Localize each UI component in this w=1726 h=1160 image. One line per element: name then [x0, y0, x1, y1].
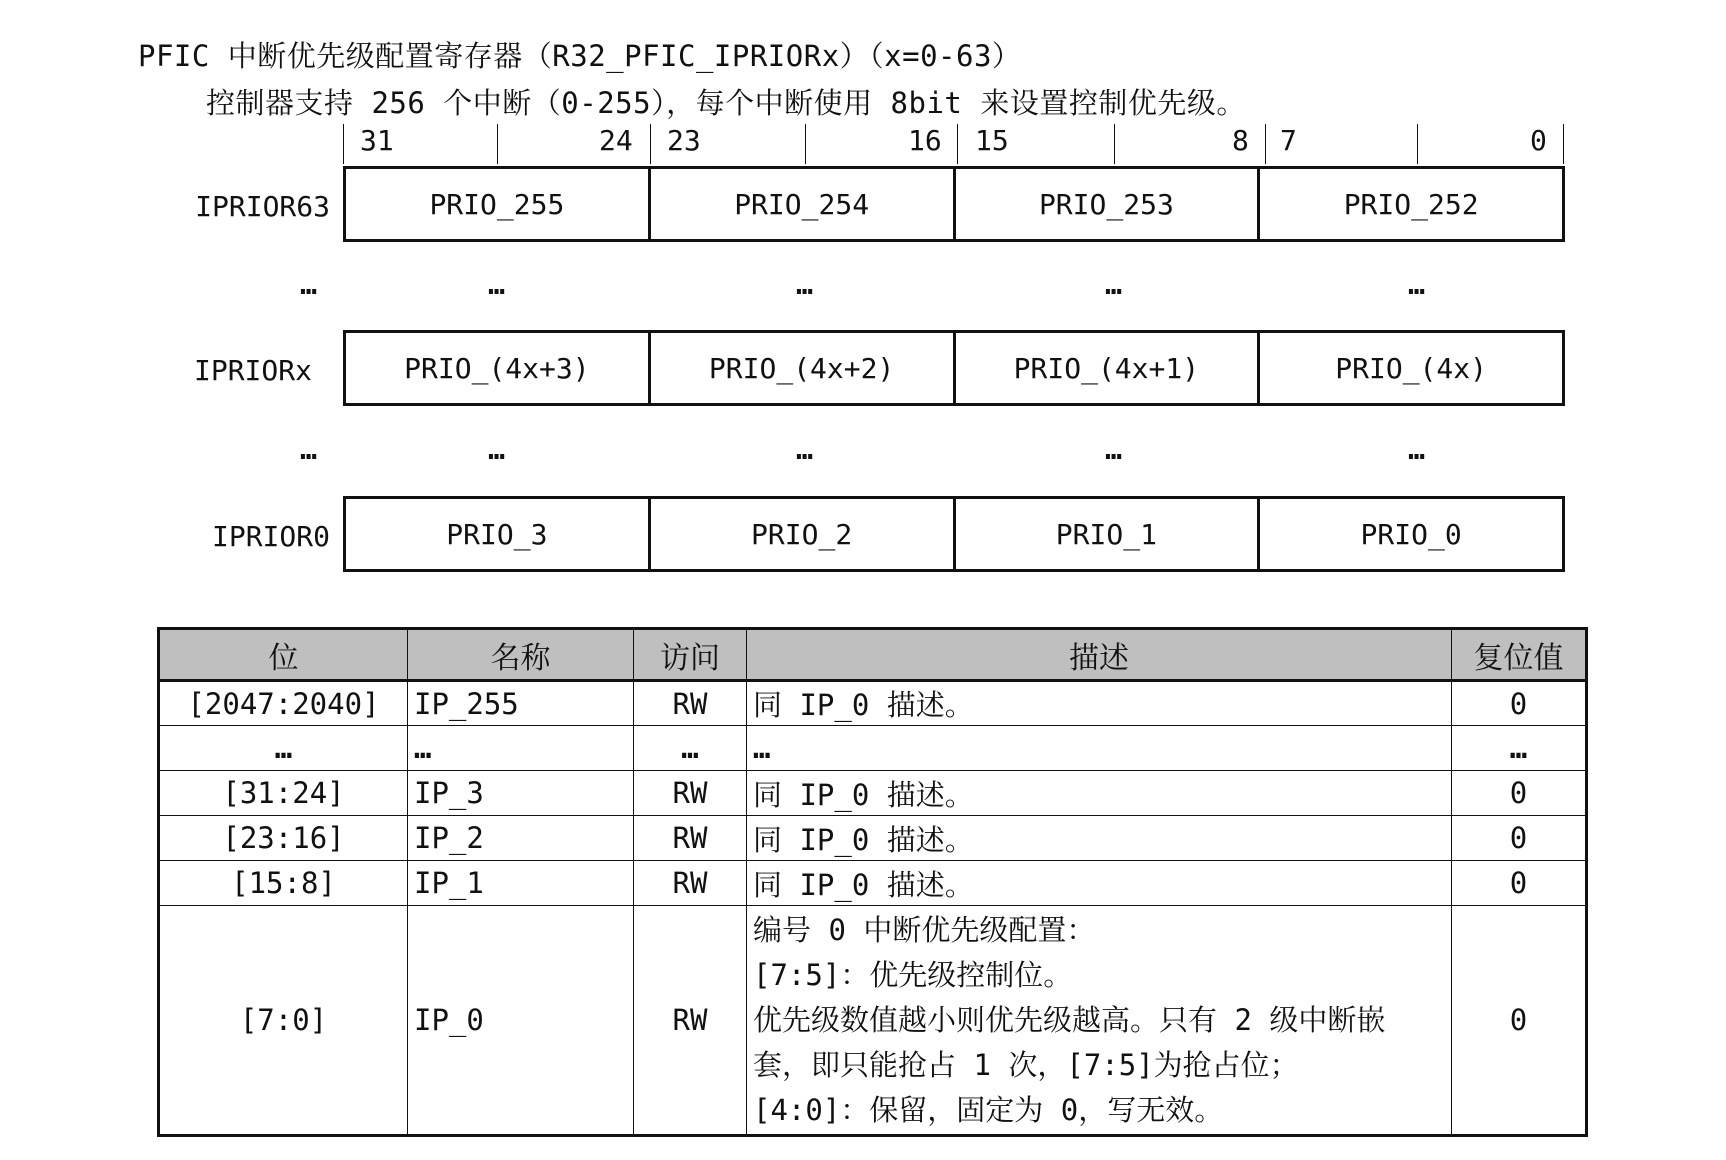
register-row-iprior0: [343, 496, 1565, 572]
table-header-row: [159, 629, 1587, 681]
bit-tick: [1417, 124, 1418, 164]
cell-description: [747, 906, 1452, 1136]
cell-name: IP_255: [408, 681, 634, 726]
ellipsis: …: [1105, 268, 1123, 301]
bit-label-24: 24: [599, 124, 633, 157]
register-row-ipriorx: [343, 330, 1565, 406]
register-field: PRIO_252: [1257, 169, 1562, 239]
ellipsis: …: [488, 268, 506, 301]
cell-name: IP_0: [408, 906, 634, 1136]
cell-name: …: [408, 726, 634, 771]
bit-label-23: 23: [667, 124, 701, 157]
cell-reset: 0: [1452, 681, 1587, 726]
bit-tick: [1265, 124, 1266, 164]
bit-description-table: [157, 627, 1588, 1137]
ellipsis: …: [796, 268, 814, 301]
register-field: PRIO_(4x+1): [953, 333, 1258, 403]
cell-bit: [2047:2040]: [159, 681, 408, 726]
bit-label-31: 31: [360, 124, 394, 157]
bit-label-15: 15: [975, 124, 1009, 157]
cell-access: RW: [634, 771, 747, 816]
bit-label-7: 7: [1280, 124, 1297, 157]
bit-tick: [497, 124, 498, 164]
intro-text: 控制器支持 256 个中断（0-255），每个中断使用 8bit 来设置控制优先级。: [206, 86, 1246, 120]
description-line: 套，即只能抢占 1 次，[7:5]为抢占位；: [753, 1047, 1299, 1082]
description-line: [7:5]：优先级控制位。: [753, 957, 1073, 992]
cell-access: RW: [634, 861, 747, 906]
cell-description: …: [747, 726, 1452, 771]
bit-tick: [957, 124, 958, 164]
description-line: 编号 0 中断优先级配置：: [753, 912, 1096, 947]
bit-tick: [1563, 124, 1564, 164]
description-line: [4:0]：保留，固定为 0，写无效。: [753, 1092, 1224, 1127]
bit-tick: [650, 124, 651, 164]
table-row: [159, 861, 1587, 906]
cell-bit: [31:24]: [159, 771, 408, 816]
table-row: [159, 726, 1587, 771]
register-field: PRIO_(4x+3): [404, 351, 590, 385]
cell-access: RW: [634, 816, 747, 861]
column-header-name: 名称: [408, 629, 634, 681]
column-header-description: 描述: [747, 629, 1452, 681]
table-row: [159, 816, 1587, 861]
cell-reset: …: [1452, 726, 1587, 771]
ellipsis: …: [488, 433, 506, 466]
register-field: PRIO_(4x+2): [648, 333, 953, 403]
ellipsis: …: [796, 433, 814, 466]
cell-bit: [7:0]: [159, 906, 408, 1136]
register-name-ipriorx: IPRIORx: [193, 354, 312, 387]
register-row-iprior63: [343, 166, 1565, 242]
cell-reset: 0: [1452, 861, 1587, 906]
table-row: [159, 906, 1587, 1136]
page-title: PFIC 中断优先级配置寄存器（R32_PFIC_IPRIORx）（x=0-63）: [138, 39, 1022, 73]
cell-bit: [15:8]: [159, 861, 408, 906]
cell-description: 同 IP_0 描述。: [747, 861, 1452, 906]
bit-label-16: 16: [908, 124, 942, 157]
register-field: PRIO_0: [1257, 499, 1562, 569]
cell-bit: [23:16]: [159, 816, 408, 861]
cell-description: 同 IP_0 描述。: [747, 816, 1452, 861]
cell-description: 同 IP_0 描述。: [747, 681, 1452, 726]
table-row: [159, 681, 1587, 726]
column-header-bit: 位: [159, 629, 408, 681]
register-field: PRIO_3: [446, 517, 548, 551]
register-field: PRIO_255: [429, 187, 565, 221]
bit-tick: [343, 124, 344, 164]
cell-reset: 0: [1452, 906, 1587, 1136]
column-header-access: 访问: [634, 629, 747, 681]
ellipsis-row: [0, 433, 1726, 466]
cell-bit: …: [159, 726, 408, 771]
cell-reset: 0: [1452, 771, 1587, 816]
cell-description: 同 IP_0 描述。: [747, 771, 1452, 816]
bit-label-0: 0: [1530, 124, 1547, 157]
cell-name: IP_3: [408, 771, 634, 816]
ellipsis: …: [300, 268, 318, 301]
ellipsis: …: [1408, 268, 1426, 301]
cell-reset: 0: [1452, 816, 1587, 861]
bit-tick: [1114, 124, 1115, 164]
register-field: PRIO_254: [648, 169, 953, 239]
table-row: [159, 771, 1587, 816]
register-field: PRIO_2: [648, 499, 953, 569]
register-field: PRIO_(4x): [1257, 333, 1562, 403]
ellipsis-row: [0, 268, 1726, 301]
register-name-iprior0: IPRIOR0: [211, 520, 330, 553]
description-line: 优先级数值越小则优先级越高。只有 2 级中断嵌: [753, 1002, 1386, 1037]
register-field: PRIO_1: [953, 499, 1258, 569]
cell-name: IP_1: [408, 861, 634, 906]
ellipsis: …: [300, 433, 318, 466]
register-field: PRIO_253: [953, 169, 1258, 239]
bit-tick: [805, 124, 806, 164]
register-name-iprior63: IPRIOR63: [195, 190, 330, 223]
ellipsis: …: [1408, 433, 1426, 466]
cell-access: RW: [634, 906, 747, 1136]
cell-name: IP_2: [408, 816, 634, 861]
column-header-reset: 复位值: [1452, 629, 1587, 681]
cell-access: RW: [634, 681, 747, 726]
ellipsis: …: [1105, 433, 1123, 466]
bit-label-8: 8: [1232, 124, 1249, 157]
cell-access: …: [634, 726, 747, 771]
